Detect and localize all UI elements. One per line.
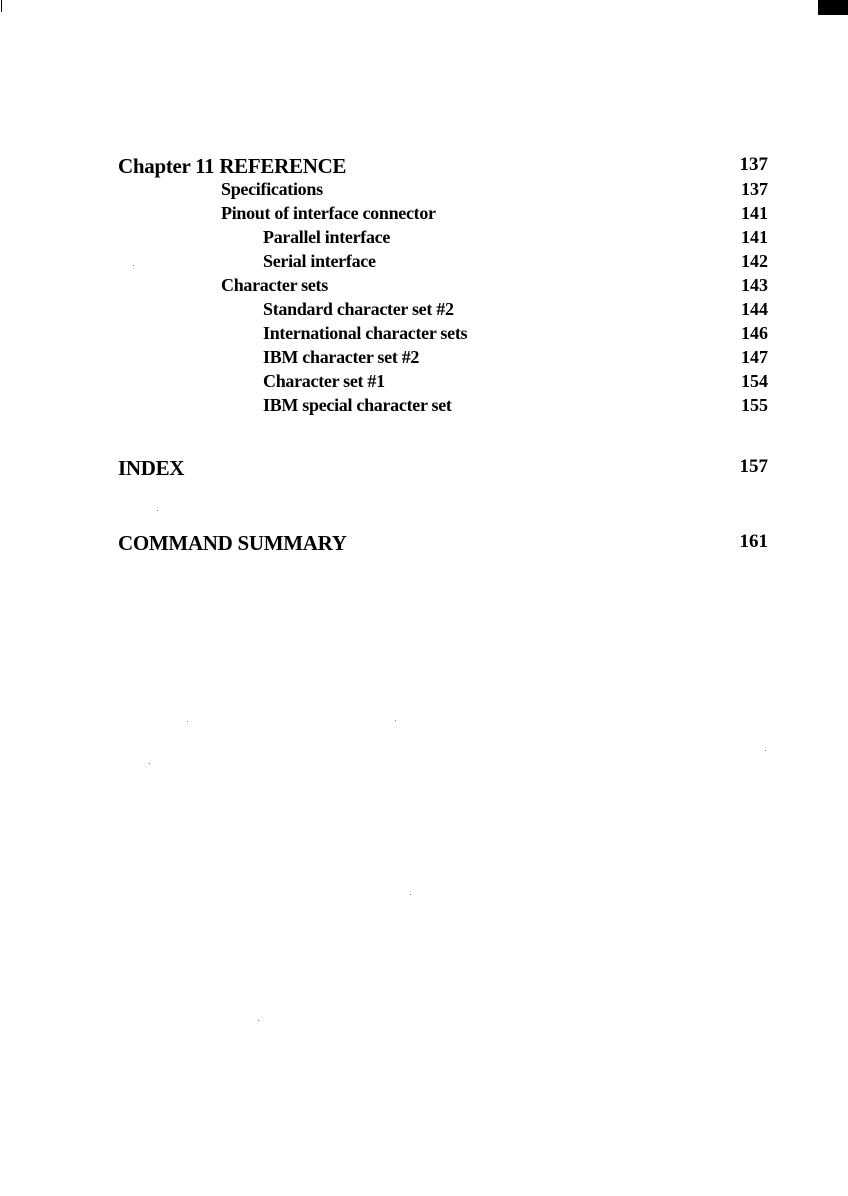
scan-speck xyxy=(395,720,396,721)
toc-entry-parallel-interface[interactable] xyxy=(0,227,848,253)
scan-speck xyxy=(258,1020,259,1021)
toc-entry-page: 154 xyxy=(741,371,768,391)
toc-entry-title: Specifications xyxy=(221,179,323,199)
toc-entry-title: Serial interface xyxy=(263,251,376,271)
toc-entry-page: 137 xyxy=(741,179,768,199)
scan-speck xyxy=(187,721,188,722)
toc-entry-page: 143 xyxy=(741,275,768,295)
toc-entry-page: 157 xyxy=(739,456,768,477)
toc-entry-title: Standard character set #2 xyxy=(263,299,454,319)
toc-entry-title: Parallel interface xyxy=(263,227,391,247)
scan-speck xyxy=(157,510,158,511)
toc-entry-character-set-1[interactable] xyxy=(0,371,848,397)
toc-entry-page: 147 xyxy=(741,347,768,367)
toc-entry-page: 146 xyxy=(741,323,768,343)
toc-entry-title: Pinout of interface connector xyxy=(221,203,436,223)
scan-speck xyxy=(765,750,766,751)
toc-entry-specifications[interactable] xyxy=(0,179,848,205)
toc-entry-page: 137 xyxy=(739,154,768,175)
toc-entry-international-character-sets[interactable] xyxy=(0,323,848,349)
scan-speck xyxy=(133,265,134,266)
toc-entry-title: COMMAND SUMMARY xyxy=(118,531,347,555)
toc-entry-ibm-special-character-set[interactable] xyxy=(0,395,848,421)
scan-speck xyxy=(149,763,150,764)
toc-entry-serial-interface[interactable] xyxy=(0,251,848,277)
toc-entry-page: 155 xyxy=(741,395,768,415)
scan-edge-mark xyxy=(1,0,2,12)
toc-entry-standard-character-set-2[interactable] xyxy=(0,299,848,325)
scan-speck xyxy=(410,894,411,895)
toc-entry-title: International character sets xyxy=(263,323,468,343)
toc-entry-ibm-character-set-2[interactable] xyxy=(0,347,848,373)
toc-entry-title: IBM character set #2 xyxy=(263,347,420,367)
toc-entry-title: INDEX xyxy=(118,456,185,480)
toc-entry-page: 142 xyxy=(741,251,768,271)
toc-entry-title: Chapter 11 REFERENCE xyxy=(118,154,347,178)
toc-entry-pinout[interactable] xyxy=(0,203,848,229)
toc-entry-title: Character set #1 xyxy=(263,371,385,391)
toc-entry-command-summary[interactable] xyxy=(0,531,848,557)
toc-entry-page: 141 xyxy=(741,203,768,223)
toc-entry-character-sets[interactable] xyxy=(0,275,848,301)
toc-entry-title: Character sets xyxy=(221,275,328,295)
toc-entry-chapter-11[interactable] xyxy=(0,154,848,180)
toc-entry-page: 161 xyxy=(739,531,768,552)
toc-entry-page: 141 xyxy=(741,227,768,247)
toc-entry-index[interactable] xyxy=(0,456,848,482)
scan-corner-mark xyxy=(818,0,848,15)
toc-entry-page: 144 xyxy=(741,299,768,319)
toc-entry-title: IBM special character set xyxy=(263,395,452,415)
